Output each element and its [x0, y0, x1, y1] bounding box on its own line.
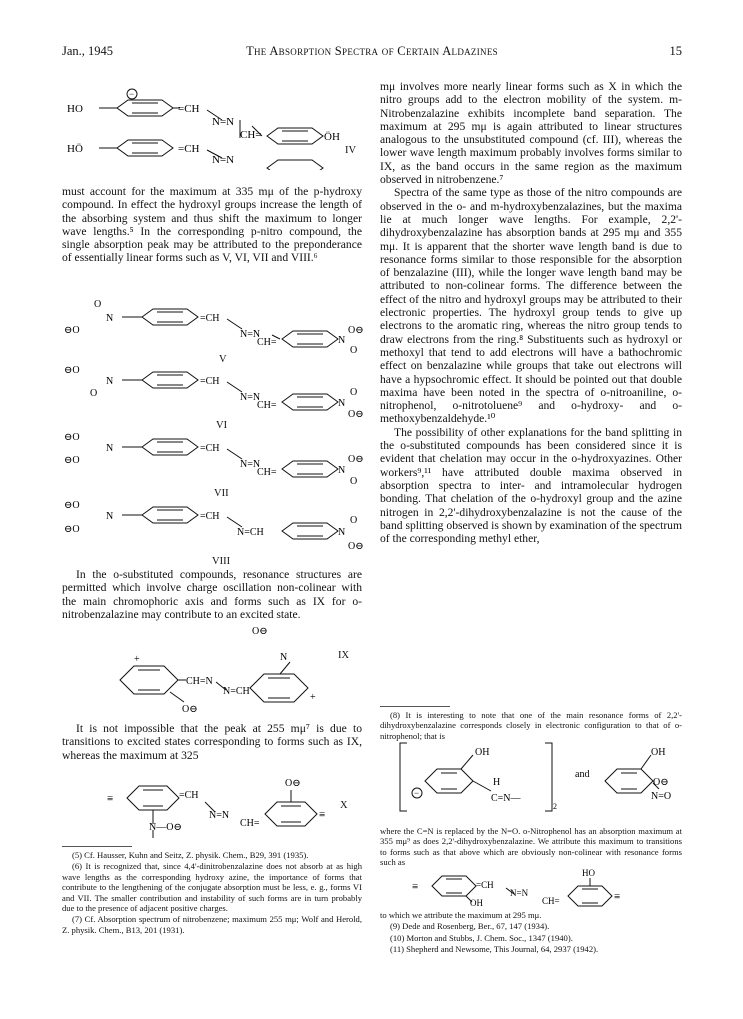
svg-text:≡: ≡: [614, 891, 621, 903]
right-paragraph-1: mμ involves more nearly linear forms such as X in which the nitro groups add to the electron mobility of the system. m-Nitrobenzalazine exhibits incomplete band separation. The maximum at 295 mμ is again attributed to linear structures analogous to the unsubstituted compound (cf. III), whereas the lower wave length maximum probably involves forms similar to IX, as the band occurs in the same region as the maximum observed in nitrobenzene.⁷: [380, 80, 682, 187]
vii-n-right: N: [338, 465, 346, 476]
vii-o-right: O: [350, 476, 358, 487]
footnote-8-structures: [395, 733, 680, 823]
structure-x: [105, 768, 360, 840]
svg-text:−: −: [129, 89, 135, 99]
header-date: Jan., 1945: [62, 44, 114, 58]
fn8-2-oh: OH: [470, 898, 483, 908]
fn8-2-ch2: CH=: [542, 896, 560, 906]
right-column-text: [380, 80, 682, 545]
svg-text:+: +: [134, 654, 140, 665]
footnote-rule-left: [62, 846, 132, 847]
footnote-6: (6) It is recognized that, since 4,4'-dinitrobenzalazine does not absorb at as high wave lengths as the corresponding hydroxy azine, the importance of forms that contribute to the lengthening of the conjugate absorption must be less, e. g., forms VI and VII. The smaller contribution and instability of such forms are in turn probably due to the presence of adjacent positive charges.: [62, 861, 362, 914]
iv-oh-top: ÖH: [324, 131, 340, 143]
label-iv: IV: [345, 145, 357, 156]
left-column-text-1: [62, 185, 362, 265]
fn8-n-o: N=O: [651, 791, 672, 802]
x-o-neg-top: O⊖: [285, 778, 301, 789]
fn8-2-ch: =CH: [476, 880, 494, 890]
left-paragraph-3: It is not impossible that the peak at 255 mμ⁷ is due to transitions to excited states corresponding to forms such as IX, whereas the maximum at 325: [62, 722, 362, 762]
footnote-11: (11) Shepherd and Newsome, This Journal, 64, 2937 (1942).: [390, 944, 599, 955]
svg-text:≡: ≡: [319, 809, 326, 821]
vi-ch: =CH: [200, 376, 220, 387]
vi-o-left: O: [90, 388, 98, 399]
iv-ho-bottom: HÖ: [67, 143, 83, 155]
label-ix: IX: [338, 650, 350, 661]
viii-ch: =CH: [200, 511, 220, 522]
viii-n-left: N: [106, 511, 114, 522]
label-v: V: [219, 354, 227, 365]
iv-ch-top: =CH: [178, 103, 200, 115]
viii-o-neg-left-1: ⊖O: [64, 500, 80, 511]
page-header: [62, 44, 682, 64]
structure-ix: [90, 622, 350, 717]
vii-nn: N=N: [240, 459, 261, 470]
v-n-left: N: [106, 313, 114, 324]
right-footnotes-end: [380, 910, 682, 956]
iv-nn-top: N=N: [212, 116, 235, 128]
footnote-5: (5) Cf. Hausser, Kuhn and Seitz, Z. physik. Chem., B29, 391 (1935).: [72, 850, 309, 860]
iv-nn-bottom: N=N: [212, 154, 235, 166]
footnote-8-continued: where the C=N is replaced by the N=O. o-Nitrophenol has an absorption maximum at 355 mμ⁹ as does 2,2'-dihydroxybenzalazine. We attribute this maximum to transitions to forms such as that above which are obviously non-colinear with resonance forms such as: [380, 826, 682, 868]
left-column-text-2: [62, 568, 362, 621]
left-paragraph-1: must account for the maximum at 335 mμ of the p-hydroxy compound. In effect the hydroxyl groups increase the length of the absorbing system and thus shift the maximum to longer wave lengths.⁵ In the corresponding p-nitro compound, the single absorption peak may be attributed to the preponderance of essentially linear forms such as V, VI, VII and VIII.⁶: [62, 185, 362, 265]
left-column-text-3: [62, 722, 362, 762]
fn8-subscript-2: 2: [553, 802, 557, 811]
footnote-10: (10) Morton and Stubbs, J. Chem. Soc., 1347 (1940).: [390, 932, 573, 943]
viii-o-neg-left-2: ⊖O: [64, 524, 80, 535]
fn8-2-ho: HO: [582, 868, 595, 878]
fn8-c-n: C=N—: [491, 793, 521, 804]
label-vi: VI: [216, 420, 228, 431]
fn8-oh-1: OH: [475, 747, 490, 758]
ix-ch-n: CH=N: [186, 676, 213, 687]
label-vii: VII: [214, 488, 229, 499]
label-x: X: [340, 800, 348, 811]
right-footnote-8-continued: [380, 826, 682, 869]
structure-iv: [62, 80, 382, 170]
vii-n-left: N: [106, 443, 114, 454]
right-paragraph-3: The possibility of other explanations for the band splitting in the o-substituted compounds has been considered since it is evident that chelation may occur in the o-hydroxyazines. Other workers⁹,¹¹ have attributed double maxima observed in absorption spectra to inter- and intramolecular hydrogen bonding. That chelation of the o-hydroxyl group and the azine nitrogen in 2,2'-dihydroxybenzalazine is not the cause of the band splitting observed is shown by examination of the spectrum of the corresponding methyl ether,: [380, 425, 682, 546]
svg-text:≡: ≡: [107, 793, 114, 805]
iv-ch2-top: CH=: [240, 129, 262, 141]
vi-o-right: O: [350, 387, 358, 398]
header-page-number: 15: [669, 44, 682, 58]
viii-o-neg-right: O⊖: [348, 541, 364, 552]
svg-text:−: −: [414, 788, 420, 798]
footnote-8-end: to which we attribute the maximum at 295 mμ.: [380, 910, 542, 920]
x-n-o-neg: N—O⊖: [149, 822, 182, 833]
footnote-8-structure-2: [410, 866, 660, 908]
footnote-9: (9) Dede and Rosenberg, Ber., 67, 147 (1934).: [390, 921, 550, 932]
v-o-neg-left: ⊖O: [64, 325, 80, 336]
vii-o-neg-left-2: ⊖O: [64, 455, 80, 466]
ix-o-neg-top: O⊖: [252, 626, 268, 637]
x-ch2: CH=: [240, 818, 260, 829]
fn8-h: H: [493, 777, 501, 788]
ix-n-top: N: [280, 652, 288, 663]
ix-o-neg: O⊖: [182, 704, 198, 715]
svg-text:+: +: [310, 692, 316, 703]
right-paragraph-2: Spectra of the same type as those of the nitro compounds are observed in the o- and m-hydroxybenzalazines, but the maxima lie at much longer wave lengths. For example, 2,2'-dihydroxybenzalazine has absorption bands at 295 mμ and 355 mμ. It is apparent that the shorter wave length band is due to resonance forms similar to those responsible for the absorption of benzalazine (III), while the longer wave length band may be attributed to non-colinear forms. The difference between the effect of the nitro and hydroxyl groups may be attributed to their electronic properties. The hydroxyl group tends to give up electrons to the aromatic ring, whereas the nitro group tends to draw electrons from the ring.⁸ Substituents such as hydroxyl or methoxyl that tend to add electrons will have a bathochromic effect on benzalazine while groups that take out electrons will have a hypsochromic effect. It should be pointed out that double maxima have been noted in the spectra of o-nitroaniline, o-nitrophenol, o-nitrotoluene⁹ and o-hydroxy- and o-methoxybenzaldehyde.¹⁰: [380, 186, 682, 426]
vi-o-neg-right: O⊖: [348, 409, 364, 420]
v-o-neg-right: O⊖: [348, 325, 364, 336]
header-title: The Absorption Spectra of Certain Aldazines: [246, 44, 498, 58]
vi-n-left: N: [106, 376, 114, 387]
vi-o-neg-left: ⊖O: [64, 365, 80, 376]
viii-n-ch: N=CH: [237, 527, 264, 538]
v-n-right: N: [338, 335, 346, 346]
v-ch: =CH: [200, 313, 220, 324]
vi-nn: N=N: [240, 392, 261, 403]
fn8-and: and: [575, 769, 590, 780]
viii-o-right: O: [350, 515, 358, 526]
vi-n-right: N: [338, 398, 346, 409]
svg-text:≡: ≡: [412, 881, 419, 893]
ix-n-ch: N=CH: [223, 686, 250, 697]
fn8-oh-2: OH: [651, 747, 666, 758]
x-nn: N=N: [209, 810, 230, 821]
v-o-top: O: [94, 299, 102, 310]
v-nn: N=N: [240, 329, 261, 340]
vii-ch: =CH: [200, 443, 220, 454]
label-viii: VIII: [212, 556, 231, 567]
left-paragraph-2: In the o-substituted compounds, resonance structures are permitted which involve charge oscillation non-colinear with the main chromophoric axis and forms such as IX for o-nitrobenzalazine may contribute to an excited state.: [62, 568, 362, 621]
v-o-right: O: [350, 345, 358, 356]
iv-ch-bottom: =CH: [178, 143, 200, 155]
fn8-o-neg: O⊖: [653, 777, 669, 788]
vi-ch2: CH=: [257, 400, 277, 411]
x-ch: =CH: [179, 790, 199, 801]
footnote-7: (7) Cf. Absorption spectrum of nitrobenzene; maximum 255 mμ; Wolf and Herold, Z. physik. Chem., B13, 201 (1931).: [62, 914, 362, 935]
fn8-2-nn: N=N: [510, 888, 529, 898]
vii-ch2: CH=: [257, 467, 277, 478]
left-footnotes: [62, 850, 362, 936]
vii-o-neg-right: O⊖: [348, 454, 364, 465]
viii-n-right: N: [338, 527, 346, 538]
footnote-8: (8) It is interesting to note that one of the main resonance forms of 2,2'-dihydroxybenzalazine corresponds closely in electronic configuration to that of o-nitrophenol; that is: [380, 710, 682, 741]
vii-o-neg-left-1: ⊖O: [64, 432, 80, 443]
v-ch2: CH=: [257, 337, 277, 348]
iv-ho-top: HO: [67, 103, 83, 115]
footnote-rule-right: [380, 706, 450, 707]
